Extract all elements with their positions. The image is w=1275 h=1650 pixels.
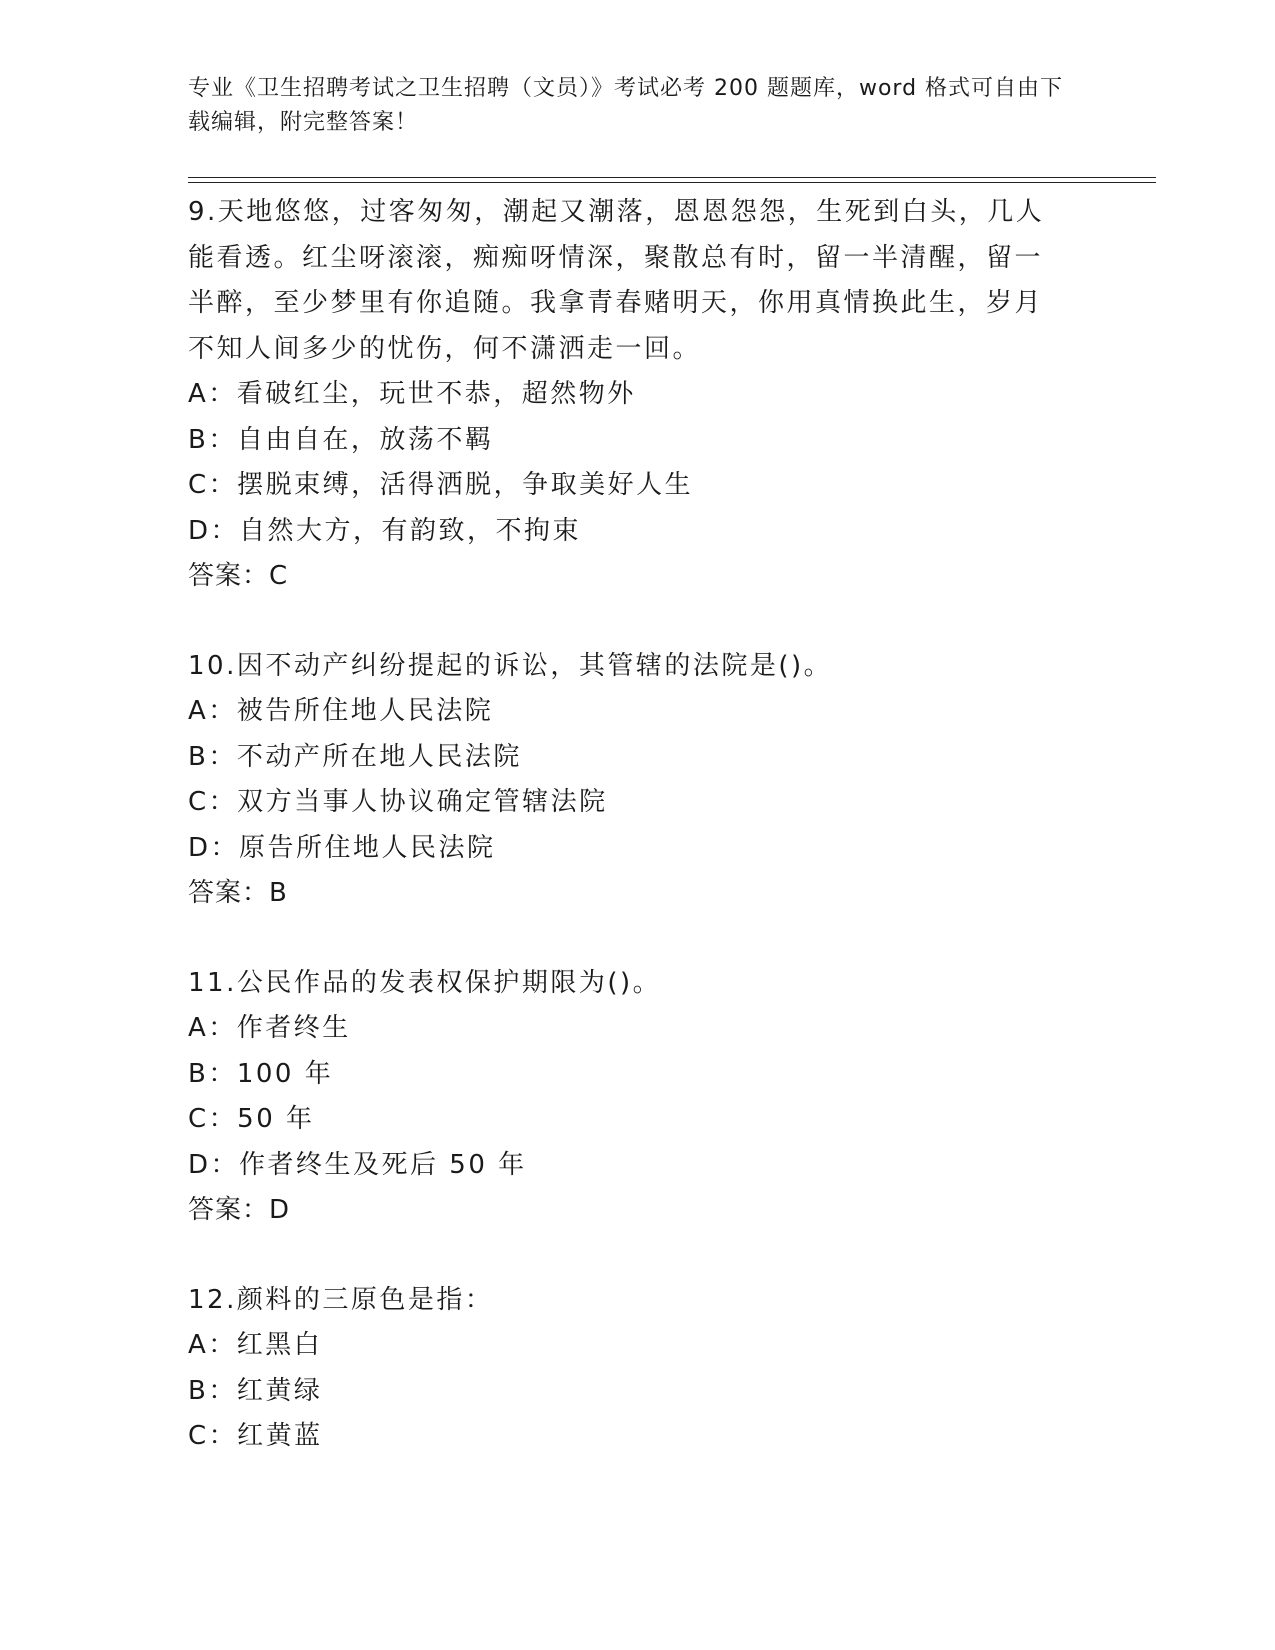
option-a: A：看破红尘，玩世不恭，超然物外 <box>188 379 636 409</box>
option-c: C：50 年 <box>188 1104 315 1134</box>
option-d: D：作者终生及死后 50 年 <box>188 1149 527 1180</box>
option-a: A：被告所住地人民法院 <box>188 696 494 726</box>
option-c: C：红黄蓝 <box>188 1421 323 1451</box>
option-b: B：自由自在，放荡不羁 <box>188 424 494 455</box>
option-b: B：红黄绿 <box>188 1375 323 1406</box>
option-b: B：100 年 <box>188 1058 334 1089</box>
document-header: 专业《卫生招聘考试之卫生招聘（文员）》考试必考 200 题题库，word 格式可自由下载编辑，附完整答案！ <box>188 76 1064 135</box>
option-a: A：红黑白 <box>188 1330 323 1360</box>
question-text: 11.公民作品的发表权保护期限为()。 <box>188 967 662 998</box>
answer: 答案：C <box>188 561 289 591</box>
option-c: C：双方当事人协议确定管辖法院 <box>188 787 608 817</box>
question-text: 10.因不动产纠纷提起的诉讼，其管辖的法院是()。 <box>188 650 833 681</box>
option-c: C：摆脱束缚，活得洒脱，争取美好人生 <box>188 470 694 500</box>
option-d: D：自然大方，有韵致，不拘束 <box>188 515 582 546</box>
question-text: 12.颜料的三原色是指： <box>188 1284 494 1315</box>
header-divider-top <box>188 177 1156 178</box>
question-12 <box>188 1278 1068 1460</box>
question-10 <box>188 644 1068 917</box>
option-d: D：原告所住地人民法院 <box>188 832 496 863</box>
question-11 <box>188 961 1068 1234</box>
answer: 答案：B <box>188 878 288 908</box>
option-b: B：不动产所在地人民法院 <box>188 741 522 772</box>
question-9 <box>188 190 1068 600</box>
question-list <box>188 190 1068 1504</box>
answer: 答案：D <box>188 1195 291 1225</box>
option-a: A：作者终生 <box>188 1013 351 1043</box>
question-text: 9.天地悠悠，过客匆匆，潮起又潮落，恩恩怨怨，生死到白头，几人能看透。红尘呀滚滚，痴痴呀情深，聚散总有时，留一半清醒，留一半醉，至少梦里有你追随。我拿青春赌明天，你用真情换此生，岁月不知人间多少的忧伤，何不潇洒走一回。 <box>188 197 1045 364</box>
header-divider-bottom <box>188 182 1156 183</box>
